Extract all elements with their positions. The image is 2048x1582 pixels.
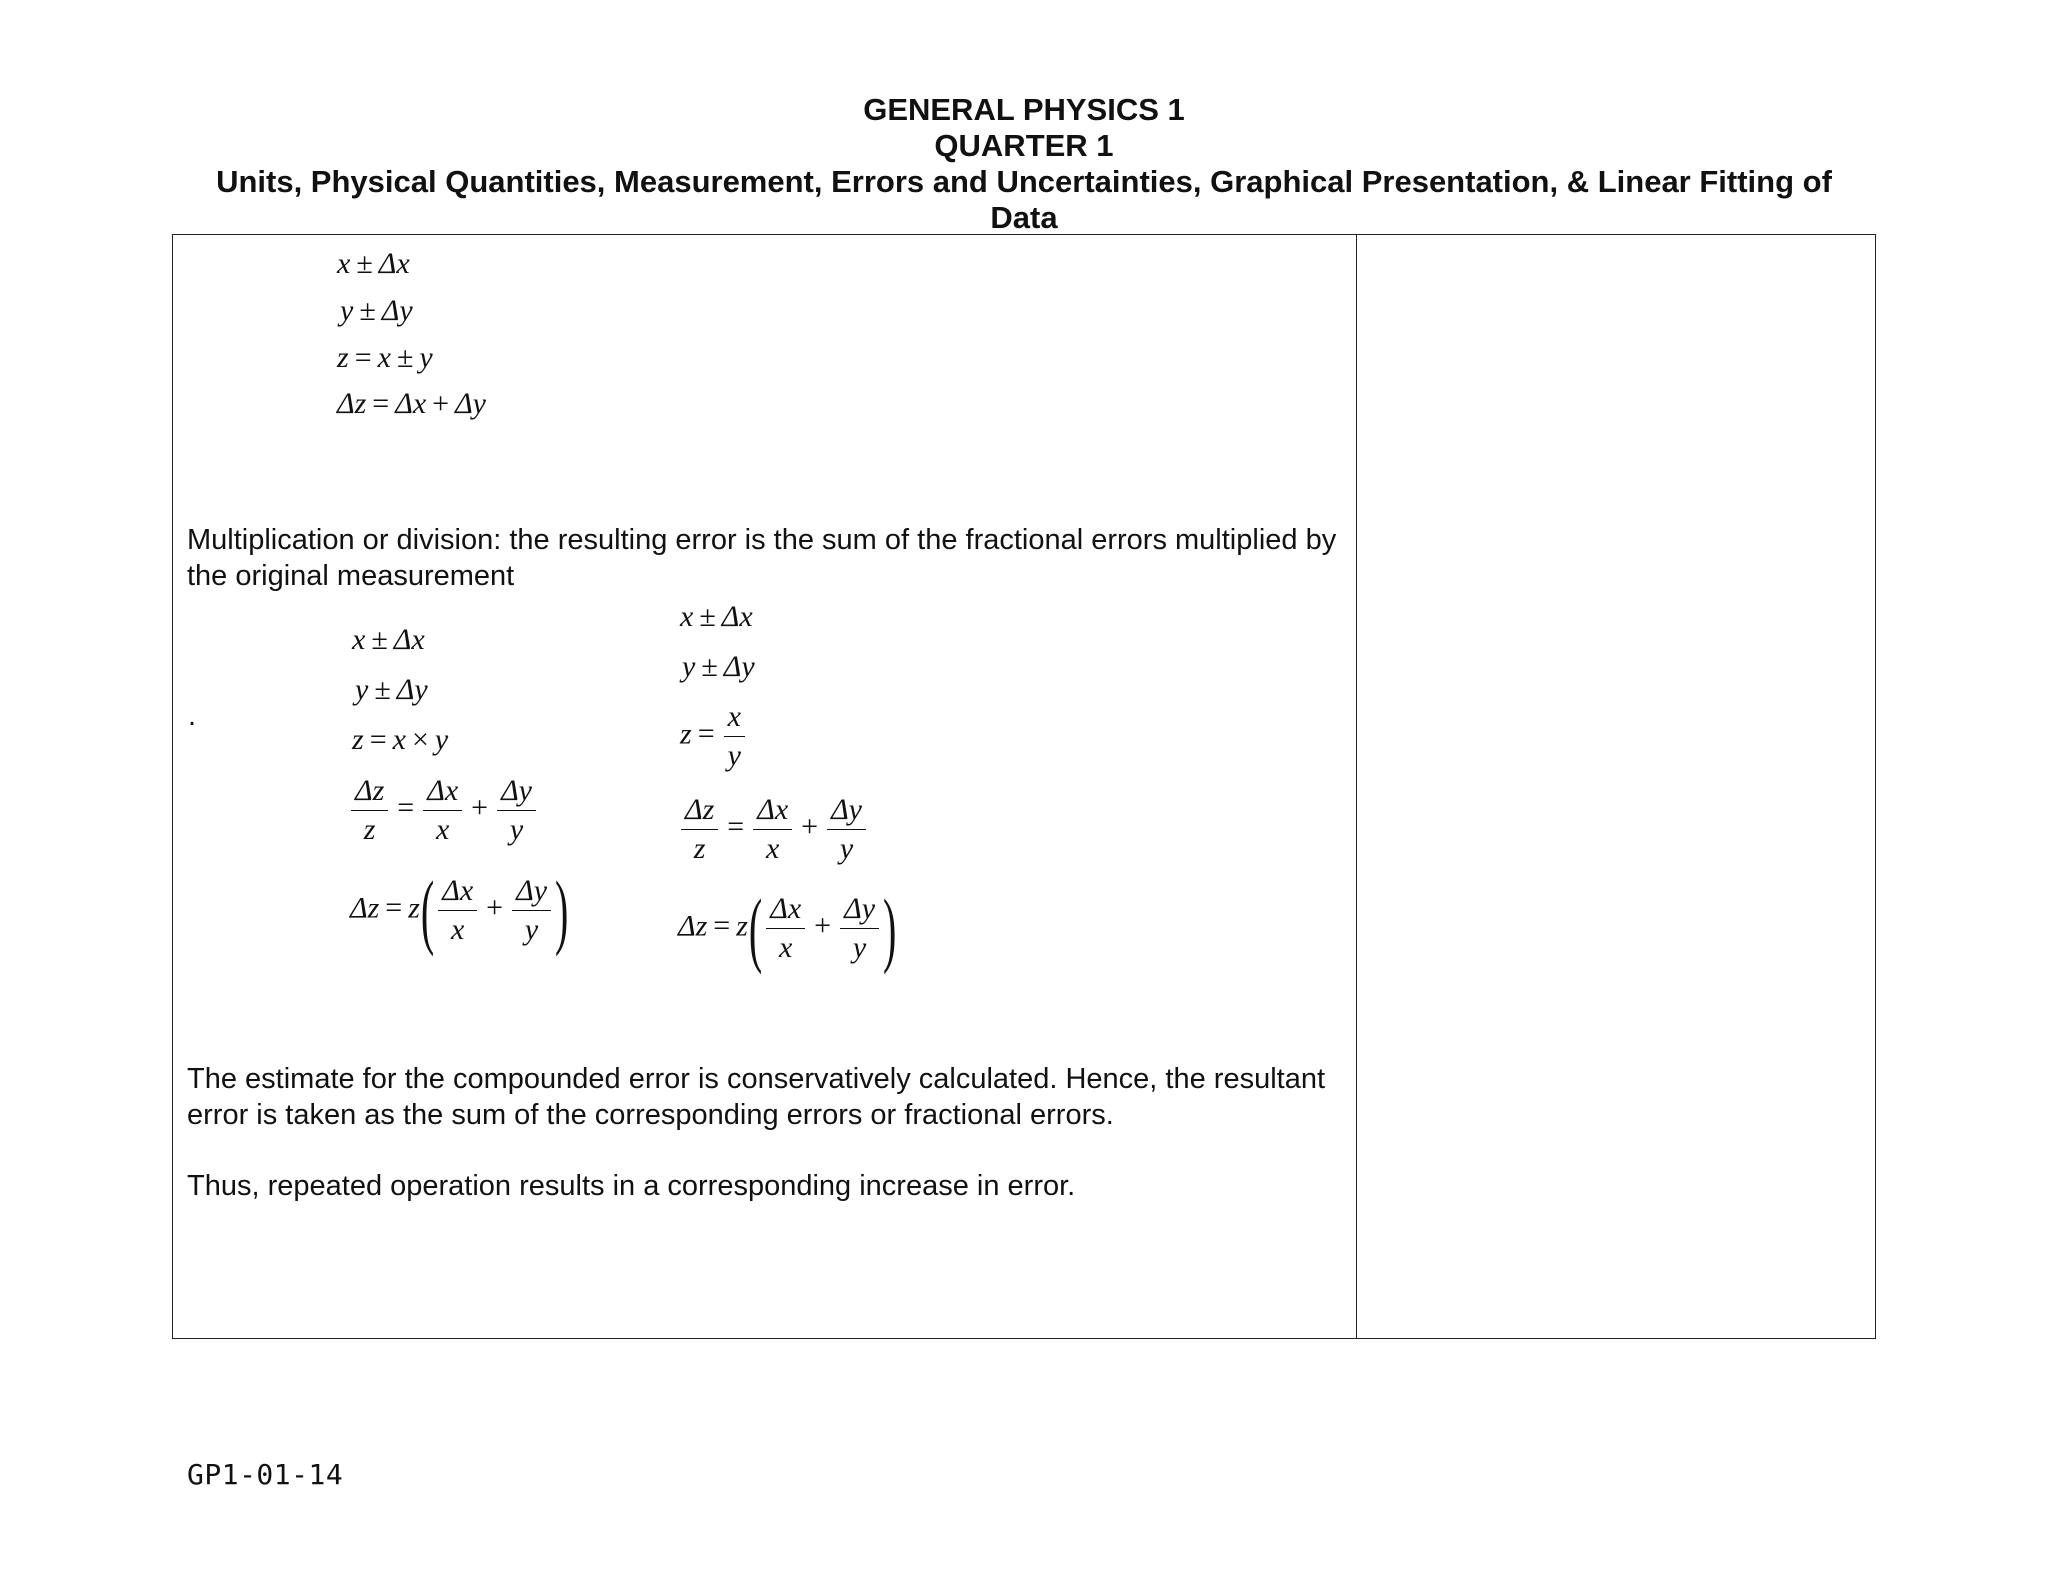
page-code: GP1-01-14 [187,1458,344,1491]
div-eq-fractional: $\frac{\Delta z}{z}$ = $\frac{\Delta x}{x}$ + $\frac{\Delta y}{y}$ [678,793,869,866]
multiplication-paragraph: Multiplication or division: the resulting error is the sum of the fractional errors multiplied by the original measurement [187,524,1337,592]
add-eq-x: x ± Δx [337,247,410,280]
add-eq-z: z = x ± y [337,341,433,374]
header-quarter: QUARTER 1 [934,128,1114,163]
mul-eq-y: y ± Δy [355,673,428,706]
mul-eq-fractional: $\frac{\Delta z}{z}$ = $\frac{\Delta x}{x}$ + $\frac{\Delta y}{y}$ [348,774,539,847]
conclusion-paragraph: The estimate for the compounded error is conservatively calculated. Hence, the resultant error is taken as the sum of the corresponding errors or fractional errors. [187,1063,1326,1131]
bullet-dot: . [188,700,197,732]
div-eq-y: y ± Δy [682,650,755,683]
mul-eq-dz-solved: Δz = z( $\frac{\Delta x}{x}$ + $\frac{\Delta y}{y}$ ) [350,862,569,957]
header-topic: Units, Physical Quantities, Measurement, Errors and Uncertainties, Graphical Presentation, & Linear Fitting of [216,164,1832,199]
mul-eq-z: z = x × y [352,723,449,756]
mul-eq-x: x ± Δx [352,623,425,656]
header-topic-continued: Data [990,200,1058,235]
div-eq-dz-solved: Δz = z( $\frac{\Delta x}{x}$ + $\frac{\Delta y}{y}$ ) [678,880,897,975]
div-eq-z: z = $\frac{x}{y}$ [680,700,748,773]
div-eq-x: x ± Δx [680,600,753,633]
conclusion-summary: Thus, repeated operation results in a corresponding increase in error. [187,1170,1076,1202]
add-eq-dz: Δz = Δx + Δy [337,387,487,420]
add-eq-y: y ± Δy [340,294,413,327]
table-column-divider [1356,234,1357,1339]
header-title: GENERAL PHYSICS 1 [863,92,1185,127]
